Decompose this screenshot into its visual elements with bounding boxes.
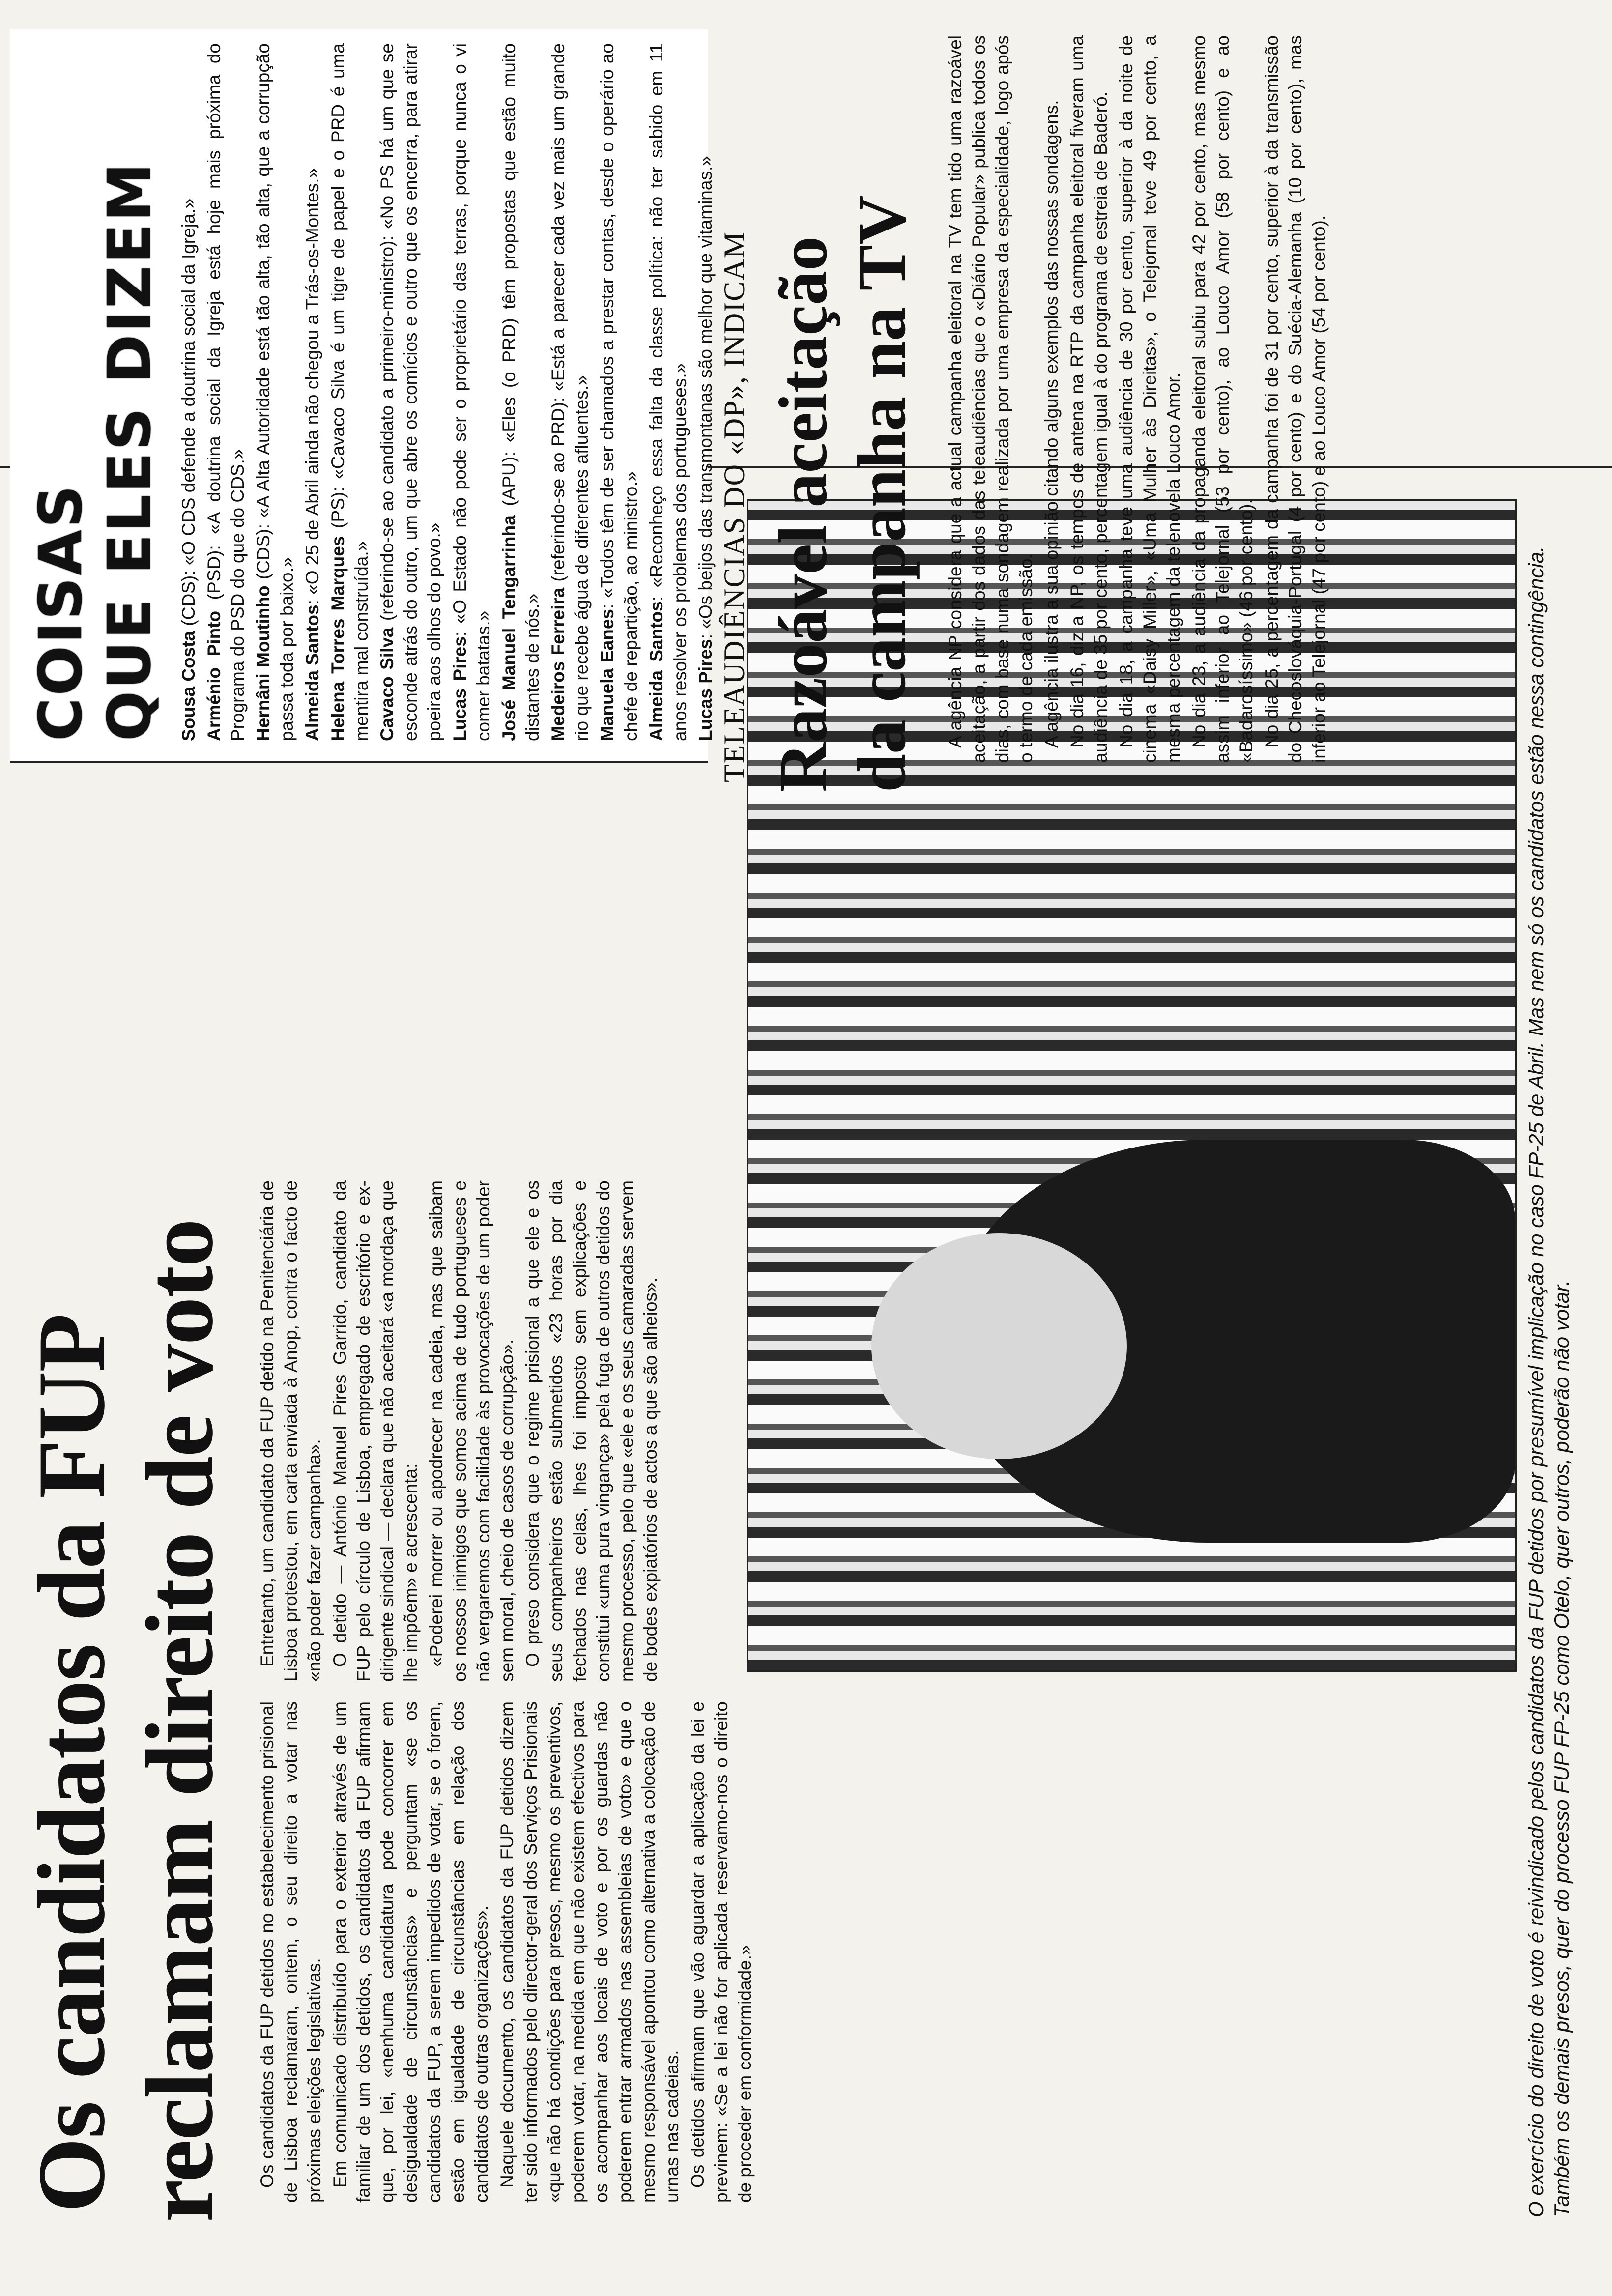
paragraph: A agência NP considera que a actual campanha eleitoral na TV tem tido uma razoável aceitação, a partir dos dados das teleaudiências que o «Diário Popular» publica todos os dias, com base numa sondagem realizada por uma empresa da especialidade, logo após o termo de cada emissão. — [945, 35, 1036, 763]
quote-text: (referindo-se ao candidato a primeiro-ministro): «No PS há um que se esconde atrás do outro, um que abre os comícios e outro que os encerra, para atirar poeira aos olhos do povo.» — [377, 43, 444, 741]
quote-item — [596, 43, 643, 741]
quote-item — [694, 43, 718, 741]
quote-speaker: Arménio Pinto — [204, 610, 224, 741]
quote-item — [547, 43, 594, 741]
coisas-quotes — [177, 43, 720, 741]
quote-text: (CDS): «O CDS defende a doutrina social da Igreja.» — [178, 198, 199, 631]
coisas-title-line1: COISAS — [27, 483, 95, 741]
left-headline-line2: reclamam direito de voto — [126, 1219, 233, 2222]
paragraph: Em comunicado distribuído para o exterior através de um familiar de um dos detidos, os candidatos da FUP afirmam que, por lei, «nenhuma candidatura pode concorrer em desigualdade de circunstâncias» e perguntam «se os candidatos da FUP, a serem impedidos de votar, se o forem, estão em igualdade de circunstâncias em relação dos candidatos de outras organizações». — [330, 1701, 491, 2203]
quote-speaker: Sousa Costa — [178, 631, 199, 741]
paragraph: Entretanto, um candidato da FUP detido na Penitenciária de Lisboa protestou, em carta enviada à Anop, contra o facto de «não poder fazer campanha». — [257, 1180, 324, 1682]
photo-caption: O exercício do direito de voto é reivindicado pelos candidatos da FUP detidos por presumível implicação no caso FP-25 de Abril. Mas nem só os candidatos estão nessa contingência. Também os demais presos, quer do processo FUP FP-25 como Otelo, quer outros, poderão não votar. — [1525, 546, 1573, 2217]
paragraph: A agência ilustra a sua opinião citando alguns exemplos das nossas sondagens. — [1041, 100, 1062, 748]
quote-text: : «Todos têm de ser chamados a prestar contas, desde o operário ao chefe de repartição, ao ministro.» — [597, 43, 641, 741]
quote-speaker: Manuela Eanes — [597, 609, 617, 741]
quote-speaker: Lucas Pires — [695, 639, 716, 741]
paragraph: Os detidos afirmam que vão aguardar a aplicação da lei e previnem: «Se a lei não for aplicada reservamo-nos o direito de proceder em conformidade.» — [688, 1701, 755, 2203]
left-article-col2 — [256, 1180, 664, 1682]
coisas-box — [10, 29, 716, 763]
paragraph: No dia 18, a campanha teve uma audiência de 30 por cento, superior à da noite de cinema «Daisy Miller», «Uma Mulher às Direitas», o Telejornal teve 49 por cento, a mesma percentagem da telenovela Louco Amor. — [1116, 35, 1183, 763]
quote-text: (PS): «Cavaco Silva é um tigre de papel e o PRD é uma mentira mal construída.» — [328, 43, 372, 741]
quote-item — [375, 43, 446, 741]
quote-text: (PSD): «A doutrina social da Igreja está hoje mais próxima do Programa do PSD do que do CDS.» — [204, 43, 248, 741]
right-headline-line2: da campanha na TV — [844, 195, 920, 792]
paragraph: No dia 23, a audiência da propaganda eleitoral subiu para 42 por cento, mas mesmo assim inferior ao Telejornal (53 por cento), ao Louco Amor (58 por cento) e ao «Badarosíssimo» (46 por cento). — [1189, 35, 1256, 763]
paragraph: «Poderei morrer ou apodrecer na cadeia, mas que saibam os nossos inimigos que somos acima de tudo portugueses e não vergaremos com facilidade às provocações de um poder sem moral, cheio de casos de corrupção». — [426, 1180, 517, 1682]
quote-speaker: Helena Torres Marques — [328, 536, 348, 741]
quote-text: : «Os beijos das transmontanas são melhor que vitaminas.» — [695, 156, 716, 639]
quote-speaker: Almeida Santos — [646, 601, 666, 741]
quote-speaker: Cavaco Silva — [377, 627, 397, 741]
paragraph: No dia 16, diz a NP, os tempos de antena na RTP da campanha eleitoral fiveram uma audiência de 35 por cento, percentagem igual à do programa de estreia de Baderó. — [1067, 35, 1111, 763]
quote-item — [645, 43, 692, 741]
coisas-title-line2: QUE ELES DIZEM — [96, 161, 164, 741]
quote-item — [301, 43, 324, 741]
right-article-body — [944, 35, 1333, 763]
paragraph: No dia 25, a percentagem da campanha foi de 31 por cento, superior à da transmissão do Checoslováquia-Portugal (4 por cento) e do Suécia-Alemanha (10 por cento), mas inferior ao Telejornal (47 por cento) e ao Louco Amor (54 por cento). — [1262, 35, 1329, 763]
quote-speaker: José Manuel Tengarrinha — [499, 515, 519, 741]
quote-text: : «O 25 de Abril ainda não chegou a Trás-os-Montes.» — [302, 168, 322, 605]
right-kicker: TELEAUDIÊNCIAS DO «DP», INDICAM — [718, 231, 750, 782]
photo-face — [871, 1233, 1127, 1459]
left-headline-line1: Os candidatos da FUP — [18, 1314, 125, 2212]
paragraph: O detido — António Manuel Pires Garrido, candidato da FUP pelo círculo de Lisboa, empregado de escritório e ex-dirigente sindical — declara que não aceitará «a mordaça que lhe impõem» e acrescenta: — [330, 1180, 421, 1682]
paragraph: O preso considera que o regime prisional a que ele e os seus companheiros estão submetidos «23 horas por dia fechados nas celas, lhes foi imposto sem explicações e constitui «uma pura vingança» pela fuga de outros detidos do mesmo processo, pelo que «ele e os seus camaradas servem de bodes expiatórios de actos a que são alheios». — [522, 1180, 661, 1682]
quote-item — [326, 43, 374, 741]
right-headline-line1: Razoável aceitação — [765, 236, 841, 792]
quote-text: (CDS): «A Alta Autoridade está tão alta, tão alta, que a corrupção passa toda por baixo.» — [253, 43, 297, 741]
quote-speaker: Medeiros Ferreira — [548, 587, 568, 741]
quote-speaker: Lucas Pires — [450, 636, 470, 741]
quote-speaker: Hernâni Moutinho — [253, 585, 273, 741]
quote-item — [202, 43, 250, 741]
paragraph: Os candidatos da FUP detidos no estabelecimento prisional de Lisboa reclamaram, ontem, o seu direito a votar nas próximas eleições legislativas. — [257, 1701, 324, 2203]
left-article-col1 — [256, 1701, 759, 2203]
quote-item — [177, 43, 201, 741]
quote-text: (referindo-se ao PRD): «Está a parecer cada vez mais um grande rio que recebe água de diferentes afluentes.» — [548, 43, 592, 741]
quote-item — [497, 43, 545, 741]
quote-text: : «O Estado não pode ser o proprietário das terras, porque nunca o vi comer batatas.» — [450, 43, 493, 741]
quote-text: (APU): «Eles (o PRD) têm propostas que estão muito distantes de nós.» — [499, 43, 543, 741]
quote-item — [448, 43, 495, 741]
quote-speaker: Almeida Santos — [302, 604, 322, 741]
paragraph: Naquele documento, os candidatos da FUP detidos dizem ter sido informados pelo director-geral dos Serviços Prisionais «que não há condições para presos, mesmo os preventivos, poderem votar, na medida em que não existem efectivos para os acompanhar aos locais de voto e por os guardas não poderem entrar armados nas assembleias de voto» e que o mesmo responsável apontou como alternativa a colocação de urnas nas cadeias. — [497, 1701, 682, 2203]
quote-text: : «Reconheço essa falta da classe política: não ter sabido em 11 anos resolver os problemas dos portugueses.» — [646, 43, 690, 741]
quote-item — [252, 43, 299, 741]
